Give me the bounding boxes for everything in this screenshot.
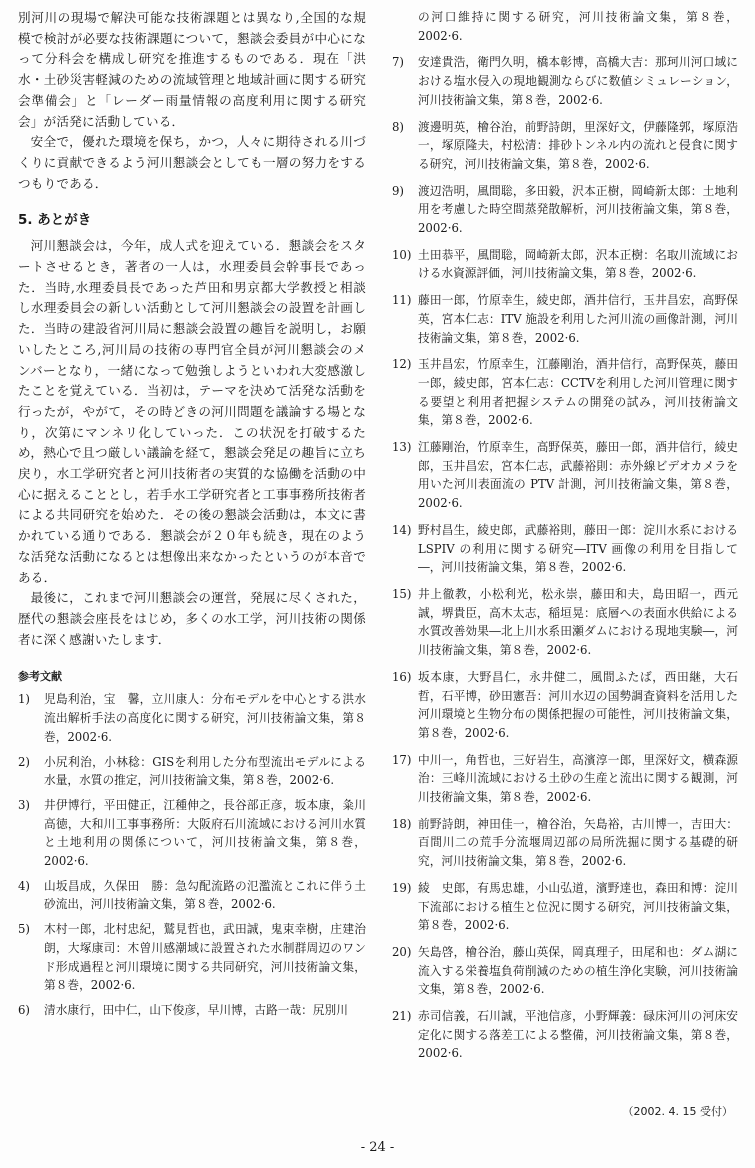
reference-text: 井上徹教，小松利光，松永崇，藤田和夫，島田昭一，西元誠，堺貴臣，高木太志，稲垣晃：底層への表面水供給による水質改善効果―北上川水系田瀬ダムにおける現地実験―，河川技術論文集，第８巻，2002·6. <box>418 586 738 658</box>
reference-number: 9) <box>392 183 404 198</box>
page-number: - 24 - <box>360 1140 395 1155</box>
reference-text: 綾 史郎，有馬忠雄，小山弘道，濱野達也，森田和博：淀川下流部における植生と位況に関する研究，河川技術論文集，第８巻，2002·6. <box>418 880 738 933</box>
reference-item <box>392 943 738 999</box>
reference-item <box>392 585 738 660</box>
references-list-right <box>392 8 738 1063</box>
reference-number: 13) <box>392 440 412 455</box>
reference-item <box>392 438 738 513</box>
reference-number: 17) <box>392 752 412 767</box>
reference-text: 児島利治，宝 馨，立川康人：分布モデルを中心とする洪水流出解析手法の高度化に関する研究，河川技術論文集，第８巻，2002·6. <box>44 692 366 744</box>
reference-number: 12) <box>392 357 412 372</box>
section-heading-afterword: 5. あとがき <box>18 212 92 229</box>
reference-text: 藤田一郎，竹原幸生，綾史郎，酒井信行，玉井昌宏，高野保英，宮本仁志：ITV 施設を利用した河川流の画像計測，河川技術論文集，第８巻，2002·6. <box>418 293 738 345</box>
reference-item <box>392 118 738 174</box>
reference-number: 1) <box>18 692 30 707</box>
reference-number: 15) <box>392 586 412 601</box>
reference-text: 坂本康，大野昌仁，永井健二，風間ふたば，西田継，大石哲，石平博，砂田憲吾：河川水辺の国勢調査資料を活用した河川環境と生物分布の関係把握の可能性，河川技術論文集，第８巻，2002·6. <box>418 669 738 740</box>
reference-number: 20) <box>392 944 412 959</box>
reference-number: 2) <box>18 754 30 769</box>
reference-number: 18) <box>392 816 412 831</box>
afterword-paragraph-2: 最後に，これまで河川懇談会の運営，発展に尽くされた，歴代の懇談会座長をはじめ，多くの水工学，河川技術の関係者に深く感謝いたします． <box>18 590 366 647</box>
reference-text: 中川一，角哲也，三好岩生，高濱淳一郎，里深好文，横森源治：三峰川流域における土砂の生産と流出に関する観測，河川技術論文集，第８巻，2002·6. <box>418 752 738 805</box>
reference-number: 14) <box>392 522 412 537</box>
reference-text: 土田恭平，風間聡，岡崎新太郎，沢本正樹：名取川流域における水資源評価，河川技術論文集，第８巻，2002·6. <box>418 247 738 281</box>
reference-number: 16) <box>392 669 412 684</box>
reference-number: 10) <box>392 247 412 262</box>
reference-number: 8) <box>392 119 404 134</box>
reference-number: 7) <box>392 55 404 70</box>
reference-text: の河口維持に関する研究，河川技術論文集，第８巻，2002·6. <box>418 10 738 43</box>
reference-item <box>392 1007 738 1063</box>
reference-number: 3) <box>18 797 30 812</box>
reference-number: 11) <box>392 293 412 308</box>
reference-item <box>18 690 366 746</box>
right-column <box>392 8 738 1071</box>
reference-text: 前野詩朗，神田佳一，檜谷治，矢島裕，古川博一，吉田大：百間川二の荒手分流堰周辺部の局所洗掘に関する基礎的研究，河川技術論文集，第８巻，2002·6. <box>418 816 738 869</box>
reference-item <box>392 53 738 109</box>
safety-paragraph: 安全で，優れた環境を保ち，かつ，人々に期待される川づくりに貢献できるよう河川懇談会としても一層の努力をするつもりである． <box>18 134 366 191</box>
reference-text: 赤司信義，石川誠，平池信彦，小野輝義：碌床河川の河床安定化に関する落差工による整備，河川技術論文集，第８巻，2002·6. <box>418 1009 738 1061</box>
reference-item <box>392 521 738 577</box>
reference-item <box>18 753 366 790</box>
reference-text: 江藤剛治，竹原幸生，高野保英，藤田一郎，酒井信行，綾史郎，玉井昌宏，宮本仁志，武藤裕則：赤外線ビデオカメラを用いた河川表面流の PTV 計測，河川技術論文集，第８巻，2002·6. <box>418 440 738 511</box>
reference-number: 21) <box>392 1009 412 1024</box>
received-date: （2002. 4. 15 受付） <box>622 1105 733 1118</box>
reference-item <box>392 182 738 238</box>
left-column <box>18 8 366 1026</box>
reference-item <box>392 879 738 935</box>
afterword-paragraph-1: 河川懇談会は，今年，成人式を迎えている．懇談会をスタートさせるとき，著者の一人は，水理委員会幹事長であった．当時,水理委員長であった芦田和男京都大学教授と相談し水理委員会の新しい活動として河川懇談会の設置を計画した．当時の建設省河川局に懇談会設置の趣旨を説明し，お願いしたところ,河川局の技術の専門官全員が河川懇談会のメンバーとなり，一緒になって勉強しようといわれ大変感激したことを覚えている．当初は，テーマを決めて活発な活動を行ったが，やがて，その時どきの河川問題を議論する場となり，次第にマンネリ化していった．この状況を打破するため，熱心で且つ厳しい議論を経て，懇談会発足の趣旨に立ち戻り，水工学研究者と河川技術者の実質的な協働を活動の中心に据えることとし，若手水工学研究者と工事事務所技術者による共同研究を始めた．その後の懇談会活動は，本文に書かれている通りである．懇談会が２０年も続き，現在のような活発な活動になるとは想像出来なかったというのが本音である． <box>18 238 366 585</box>
intro-paragraph: 別河川の現場で解決可能な技術課題とは異なり,全国的な規模で検討が必要な技術課題について，懇談会委員が中心になって分科会を構成し研究を推進するものである．現在「洪水・土砂災害軽減のための流域管理と地域計画に関する研究会準備会」と「レーダー雨量情報の高度利用に関する研究会」が活発に活動している． <box>18 10 366 129</box>
reference-item <box>392 291 738 347</box>
reference-number <box>392 8 418 45</box>
reference-text: 山坂昌成，久保田 勝：急勾配流路の氾濫流とこれに伴う土砂流出，河川技術論文集，第８巻，2002·6. <box>44 878 366 912</box>
reference-item <box>392 8 738 45</box>
reference-text: 清水康行，田中仁，山下俊彦，早川博，古路一哉：尻別川 <box>44 1002 348 1017</box>
reference-item <box>392 355 738 430</box>
references-list-left <box>18 690 366 1019</box>
reference-item <box>18 920 366 995</box>
reference-text: 安達貴浩，衛門久明，橋本彰博，高橋大吉：那珂川河口域における塩水侵入の現地観測ならびに数値シミュレーション，河川技術論文集，第８巻，2002·6. <box>418 55 738 107</box>
reference-text: 野村昌生，綾史郎，武藤裕則，藤田一郎：淀川水系における LSPIV の利用に関する研究―ITV 画像の利用を目指して―，河川技術論文集，第８巻，2002·6. <box>418 522 738 575</box>
reference-item <box>392 246 738 283</box>
reference-text: 渡辺浩明，風間聡，多田毅，沢本正樹，岡崎新太郎：土地利用を考慮した時空間蒸発散解析，河川技術論文集，第８巻，2002·6. <box>418 183 738 236</box>
reference-number: 5) <box>18 922 30 937</box>
reference-text: 小尻利治，小林稔：GISを利用した分布型流出モデルによる水量，水質の推定，河川技術論文集，第８巻，2002·6. <box>44 754 366 788</box>
reference-item <box>392 751 738 807</box>
reference-text: 矢島啓，檜谷治，藤山英保，岡真理子，田尾和也：ダム湖に流入する栄養塩負荷削減のための植生浄化実験，河川技術論文集，第８巻，2002·6. <box>418 944 738 997</box>
reference-text: 渡邊明英，檜谷治，前野詩朗，里深好文，伊藤隆郭，塚原浩一，塚原隆夫，村松清：排砂トンネル内の流れと侵食に関する研究，河川技術論文集，第８巻，2002·6. <box>418 119 738 171</box>
reference-number: 6) <box>18 1002 30 1017</box>
reference-number: 4) <box>18 878 30 893</box>
reference-item <box>392 815 738 871</box>
references-title: 参考文献 <box>18 670 62 684</box>
reference-item <box>18 1001 366 1020</box>
reference-text: 井伊博行，平田健正，江種伸之，長谷部正彦，坂本康，粂川高徳，大和川工事事務所：大阪府石川流域における河川水質と土地利用の関係について，河川技術論文集，第８巻，2002·6. <box>44 797 366 869</box>
reference-text: 木村一郎，北村忠紀，鷲見哲也，武田誠，鬼束幸樹，庄建治朗，大塚康司：木曽川感潮域に設置された水制群周辺のワンド形成過程と河川環境に関する共同研究，河川技術論文集，第８巻，2002·6. <box>44 922 366 993</box>
reference-number: 19) <box>392 880 412 895</box>
reference-item <box>18 796 366 871</box>
reference-item <box>18 877 366 914</box>
reference-item <box>392 668 738 743</box>
reference-text: 玉井昌宏，竹原幸生，江藤剛治，酒井信行，高野保英，藤田一郎，綾史郎，宮本仁志：CCTVを利用した河川管理に関する要望と利用者把握システムの開発の試み，河川技術論文集，第８巻，2002·6. <box>418 357 738 428</box>
